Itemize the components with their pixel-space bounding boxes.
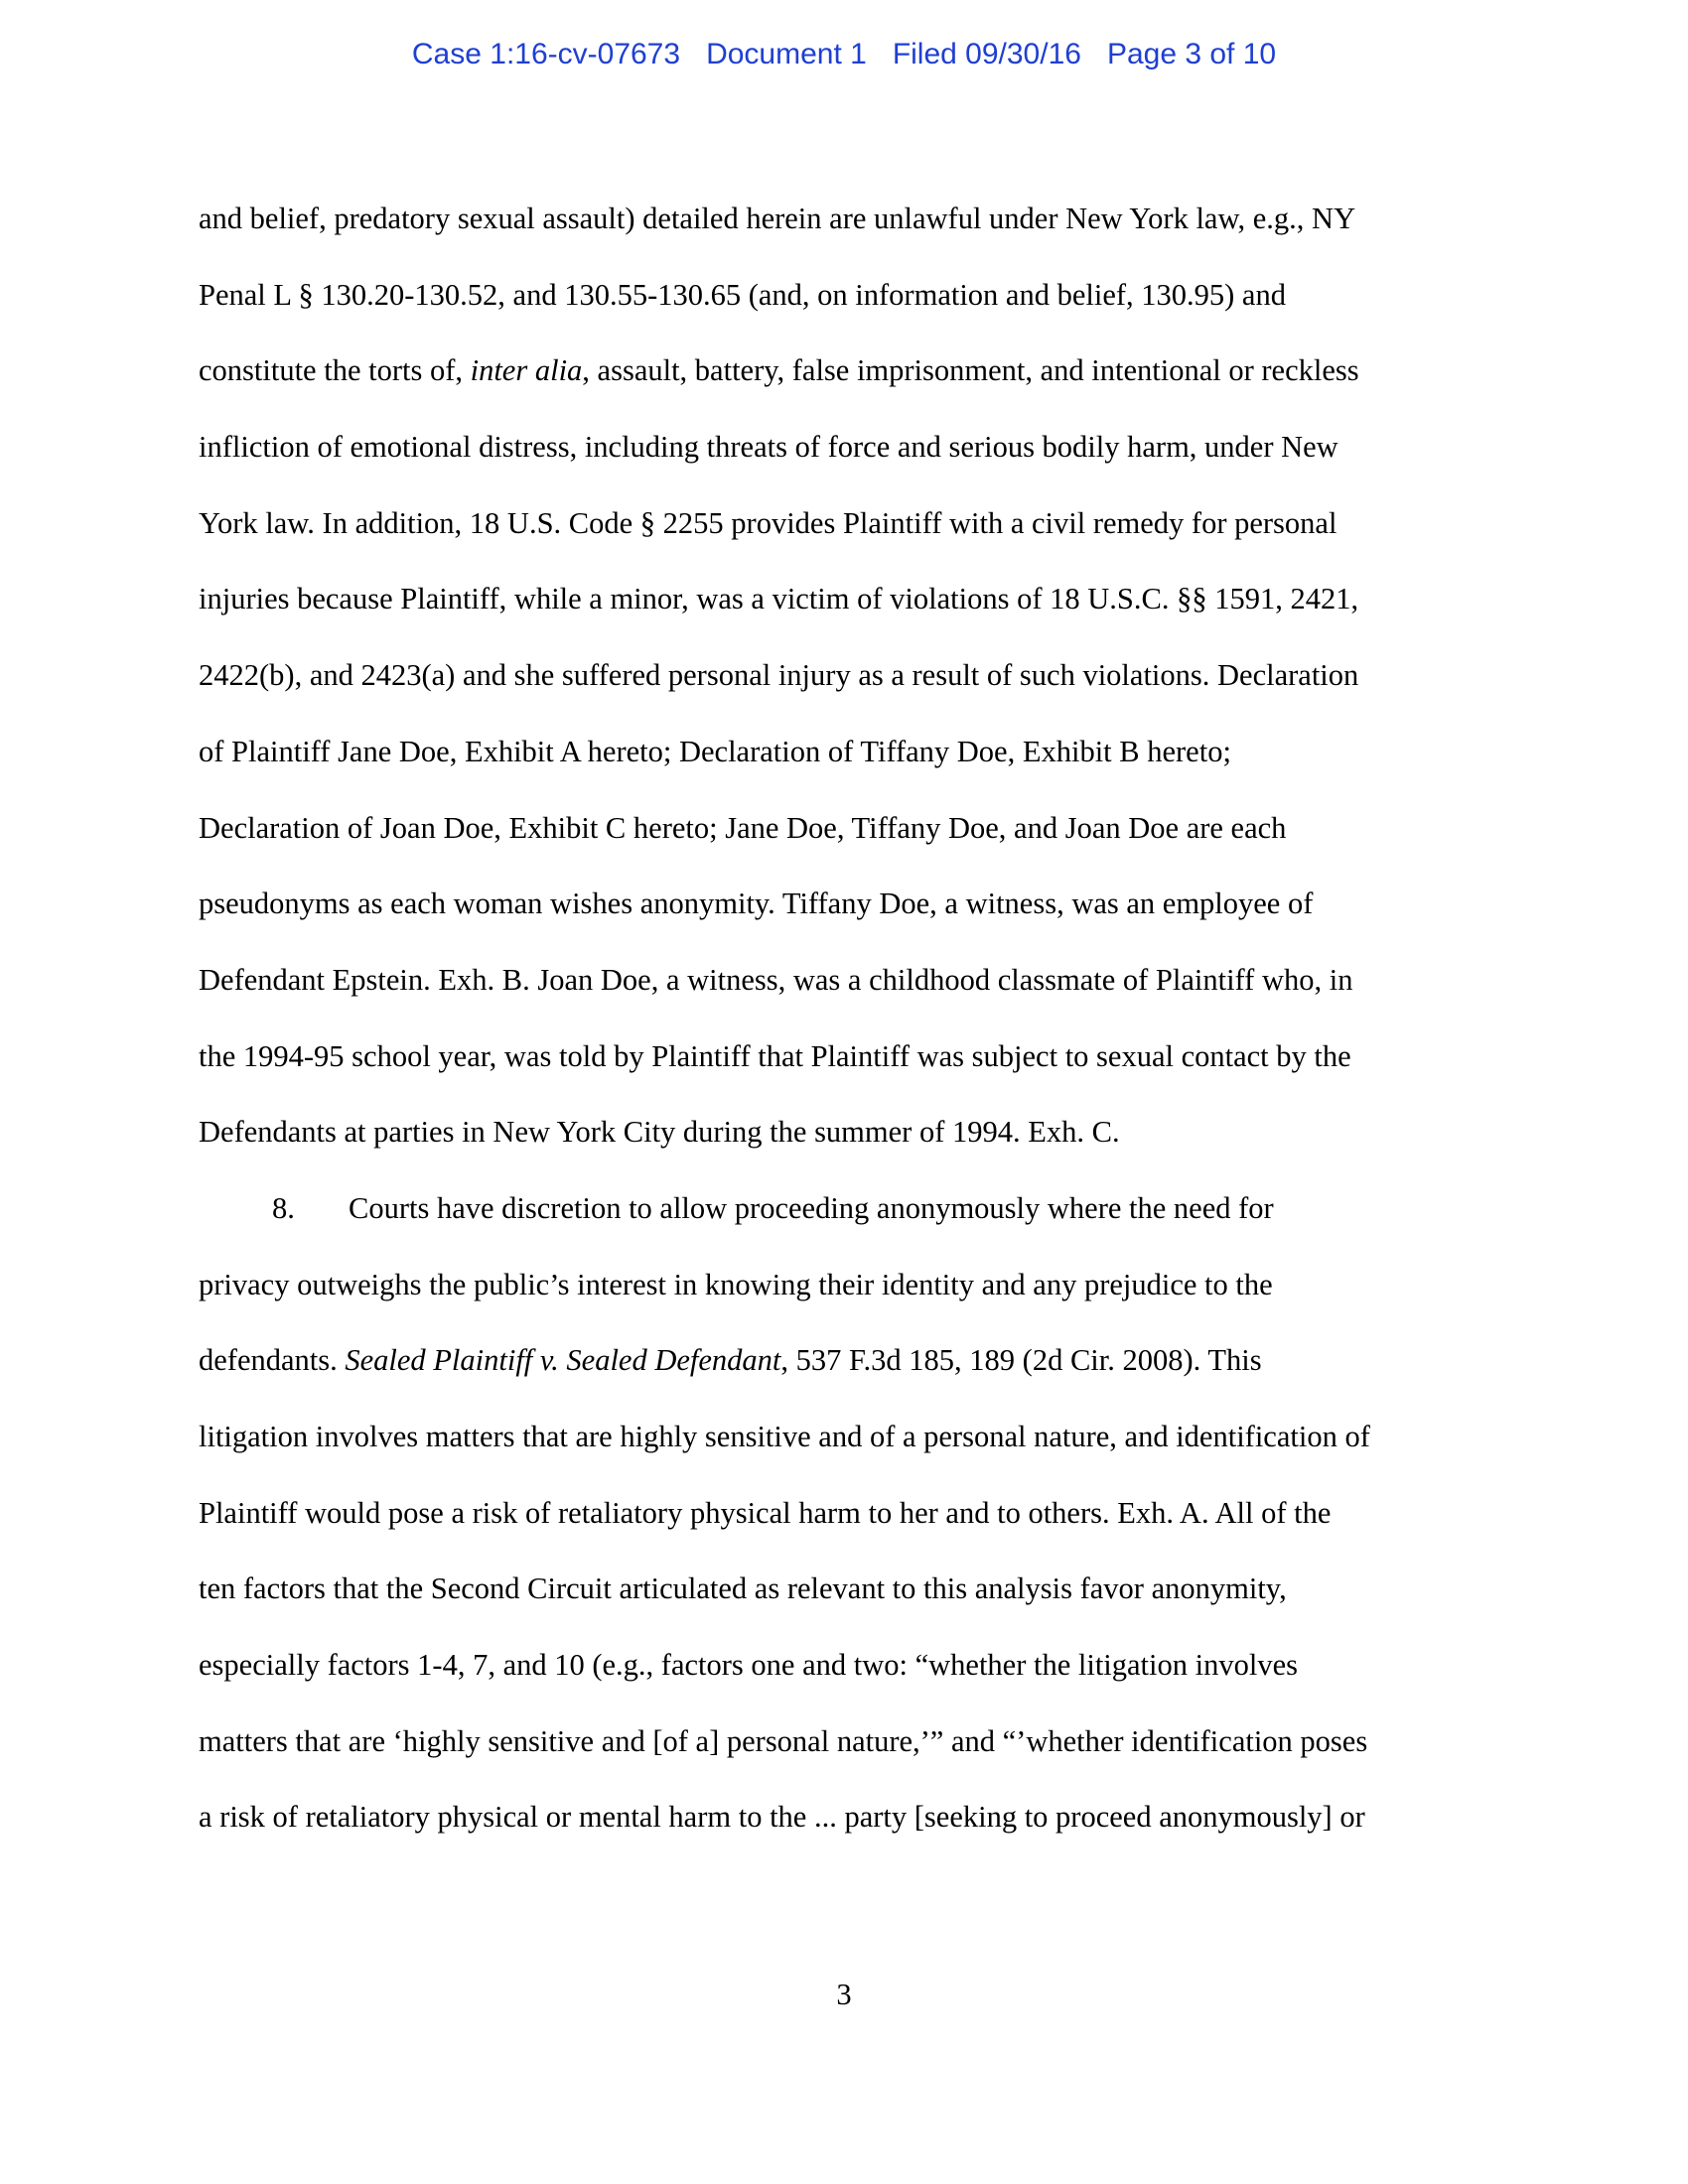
document-number: Document 1 [706, 38, 867, 70]
text-line [199, 1184, 1489, 1261]
filed-date: Filed 09/30/16 [892, 38, 1081, 70]
text-line: 2422(b), and 2423(a) and she suffered personal injury as a result of such violations. Declaration [199, 658, 1359, 693]
page-indicator: Page 3 of 10 [1106, 38, 1277, 70]
text-line: York law. In addition, 18 U.S. Code § 2255 provides Plaintiff with a civil remedy for personal [199, 505, 1337, 540]
text-line: Declaration of Joan Doe, Exhibit C hereto; Jane Doe, Tiffany Doe, and Joan Doe are each [199, 810, 1287, 845]
text-line: a risk of retaliatory physical or mental harm to the ... party [seeking to proceed anonymously] or [199, 1800, 1365, 1835]
text-line: litigation involves matters that are highly sensitive and of a personal nature, and identification of [199, 1420, 1370, 1453]
text-line: Defendants at parties in New York City during the summer of 1994. Exh. C. [199, 1115, 1120, 1150]
case-header [0, 38, 1688, 71]
paragraph-number: 8. [272, 1190, 295, 1225]
text-line: privacy outweighs the public’s interest in knowing their identity and any prejudice to the [199, 1267, 1273, 1301]
text-line: ten factors that the Second Circuit articulated as relevant to this analysis favor anonymity, [199, 1571, 1287, 1606]
text-run: , assault, battery, false imprisonment, and intentional or reckless [582, 353, 1359, 388]
text-run: Courts have discretion to allow proceeding anonymously where the need for [349, 1190, 1274, 1225]
case-number: Case 1:16-cv-07673 [411, 38, 681, 70]
text-line: injuries because Plaintiff, while a minor, was a victim of violations of 18 U.S.C. §§ 1591, 2421, [199, 582, 1359, 616]
text-line: Defendant Epstein. Exh. B. Joan Doe, a witness, was a childhood classmate of Plaintiff who, in [199, 962, 1353, 997]
text-line: the 1994-95 school year, was told by Plaintiff that Plaintiff was subject to sexual contact by the [199, 1038, 1351, 1073]
text-line: matters that are ‘highly sensitive and [of a] personal nature,’” and “’whether identification poses [199, 1723, 1368, 1758]
page-number: 3 [836, 1978, 852, 2011]
italic-term: inter alia [470, 353, 583, 388]
case-citation: Sealed Plaintiff v. Sealed Defendant [345, 1343, 781, 1378]
text-run: constitute the torts of, [199, 353, 471, 388]
text-line: and belief, predatory sexual assault) detailed herein are unlawful under New York law, e.g., NY [199, 202, 1356, 235]
text-line: infliction of emotional distress, including threats of force and serious bodily harm, under New [199, 430, 1338, 465]
text-line: of Plaintiff Jane Doe, Exhibit A hereto; Declaration of Tiffany Doe, Exhibit B hereto; [199, 734, 1231, 768]
text-line: Plaintiff would pose a risk of retaliatory physical harm to her and to others. Exh. A. All of the [199, 1495, 1332, 1530]
body-text [199, 195, 1489, 1869]
text-line: especially factors 1-4, 7, and 10 (e.g., factors one and two: “whether the litigation involves [199, 1648, 1298, 1683]
text-line [199, 1336, 1489, 1413]
text-run: , 537 F.3d 185, 189 (2d Cir. 2008). This [780, 1343, 1262, 1378]
text-run: defendants. [199, 1343, 346, 1378]
text-line: Penal L § 130.20-130.52, and 130.55-130.65 (and, on information and belief, 130.95) and [199, 277, 1286, 312]
text-line [199, 346, 1489, 423]
text-line: pseudonyms as each woman wishes anonymity. Tiffany Doe, a witness, was an employee of [199, 887, 1314, 921]
